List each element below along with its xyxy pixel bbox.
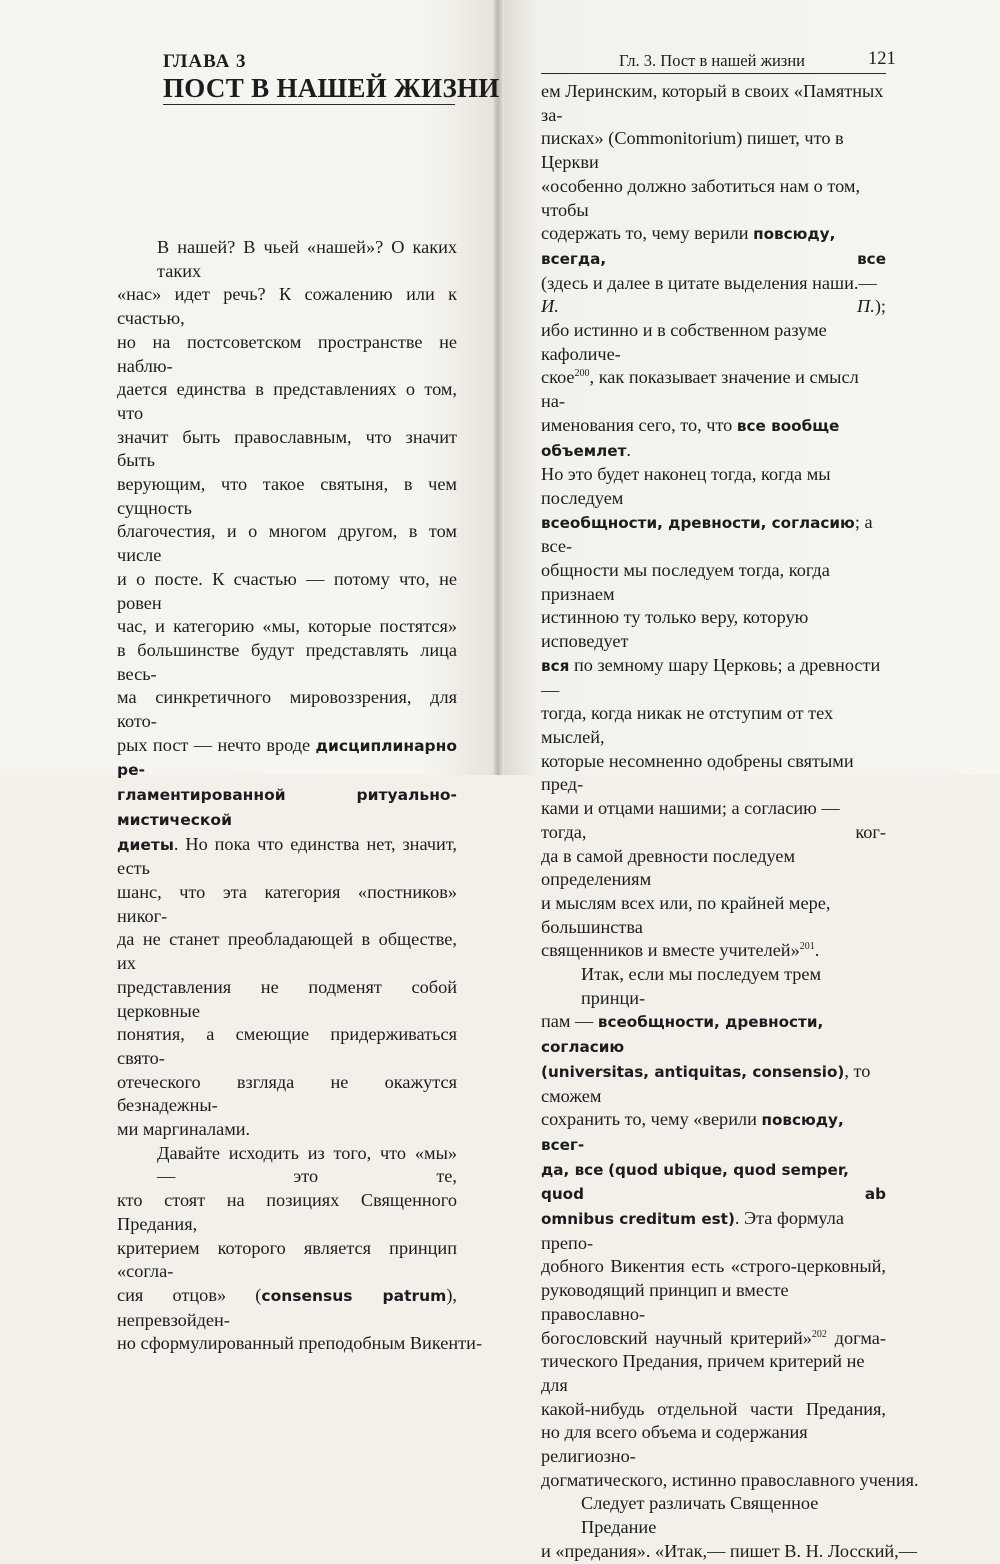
text-span: ми маргиналами. <box>117 1119 251 1140</box>
text-line <box>541 1540 917 1564</box>
text-line <box>541 127 886 174</box>
text-span: И. П. <box>541 296 875 317</box>
bold-text: omnibus creditum est) <box>541 1210 735 1229</box>
text-span: ); <box>874 296 886 317</box>
text-span: но для всего объема и содержания религиозно- <box>541 1422 808 1467</box>
left-body-text <box>117 236 483 1356</box>
text-line <box>541 463 886 510</box>
text-line <box>117 1284 457 1332</box>
text-line <box>117 1189 457 1236</box>
bold-text: вся <box>541 656 570 675</box>
text-span: ма синкретичного мировоззрения, для кото- <box>117 687 457 732</box>
text-line <box>541 606 886 653</box>
bold-text: (quod ubique, quod semper, quod ab <box>541 1160 886 1204</box>
text-line <box>117 426 457 473</box>
text-line <box>541 1158 886 1207</box>
text-line <box>541 319 886 366</box>
text-span: ками и отцами нашими; а согласию — тогда, ког- <box>541 798 886 842</box>
text-line <box>541 80 886 127</box>
text-line <box>541 750 886 797</box>
text-span: содержать то, чему верили <box>541 223 754 244</box>
text-line <box>117 473 457 520</box>
text-line <box>117 833 457 881</box>
chapter-label: ГЛАВА 3 <box>163 51 247 72</box>
text-span: Итак, если мы последуем трем принци- <box>581 964 822 1008</box>
text-line <box>541 1327 886 1351</box>
text-line <box>541 654 886 702</box>
text-span: отеческого взгляда не окажутся безнадежны- <box>117 1071 457 1116</box>
text-span: . Но пока что единства нет, значит, есть <box>117 833 457 879</box>
text-span: , то сможем <box>541 1060 871 1106</box>
text-line <box>541 222 886 271</box>
text-line <box>117 236 457 283</box>
text-span: Следует различать Священное Предание <box>581 1493 819 1538</box>
bold-text: consensus patrum <box>261 1286 447 1305</box>
text-line <box>541 511 886 559</box>
text-span: добного Викентия есть «строго-церковный, <box>541 1256 886 1277</box>
text-line <box>541 1398 886 1422</box>
text-span: В нашей? В чьей «нашей»? О каких таких <box>157 237 457 281</box>
text-span: , как показывает значение и смысл на- <box>541 367 859 412</box>
text-line <box>541 963 886 1010</box>
text-line <box>541 1279 886 1326</box>
text-line <box>117 734 457 783</box>
text-span: ем Леринским, который в своих «Памятных за- <box>541 81 884 125</box>
text-span: да не станет преобладающей в обществе, их <box>117 929 457 974</box>
bold-text: всеобщности, древности, согласию <box>541 1013 824 1057</box>
text-line <box>541 1469 919 1493</box>
chapter-title: ПОСТ В НАШЕЙ ЖИЗНИ <box>163 73 500 103</box>
text-span: ; а все- <box>541 511 873 557</box>
text-line <box>117 1071 457 1118</box>
text-span: истинною ту только веру, которую исповедует <box>541 607 809 652</box>
text-line <box>117 1118 457 1142</box>
running-head: Гл. 3. Пост в нашей жизни <box>619 51 805 70</box>
text-span: представления не подменят собой церковные <box>117 976 457 1021</box>
text-span: «нас» идет речь? К сожалению или к счастью, <box>117 284 457 329</box>
text-span: сохранить то, чему «верили <box>541 1109 762 1130</box>
text-line <box>541 702 886 749</box>
text-line <box>117 283 457 330</box>
text-span: рых пост — нечто вроде <box>117 734 316 755</box>
text-line <box>117 686 457 733</box>
text-span: Давайте исходить из того, что «мы» — это те, <box>157 1142 457 1187</box>
text-span: общности мы последуем тогда, когда признаем <box>541 560 830 604</box>
text-line <box>541 559 886 606</box>
text-span: кто стоят на позициях Священного Предания, <box>117 1190 457 1234</box>
text-span: пам — <box>541 1011 598 1032</box>
text-span: Но это будет наконец тогда, когда мы последуем <box>541 464 831 508</box>
text-line <box>541 366 886 413</box>
text-span: и мыслям всех или, по крайней мере, большинства <box>541 892 831 937</box>
text-span: именования сего, то, что <box>541 414 737 435</box>
text-span: критерием которого является принцип «согла- <box>117 1237 457 1282</box>
footnote-ref: 202 <box>811 1328 827 1340</box>
text-line <box>117 1332 483 1356</box>
text-line <box>541 939 886 963</box>
text-line <box>117 615 457 639</box>
text-span: шанс, что эта категория «постников» никог- <box>117 881 457 926</box>
text-line <box>117 378 457 425</box>
text-span: тического Предания, причем критерий не для <box>541 1351 865 1395</box>
header-rule <box>541 73 886 74</box>
text-span: какой-нибудь отдельной части Предания, <box>541 1398 886 1419</box>
text-line <box>117 976 457 1023</box>
text-line <box>541 892 886 939</box>
bold-text: дисциплинарно ре- <box>117 736 457 780</box>
text-span: благочестия, и о многом другом, в том числе <box>117 521 457 566</box>
text-span: и о посте. К счастью — потому что, не ровен <box>117 568 457 613</box>
text-line <box>117 1237 457 1284</box>
text-span: . Эта формула препо- <box>541 1208 844 1253</box>
text-span: верующим, что такое святыня, в чем сущность <box>117 474 457 518</box>
text-span: (здесь и далее в цитате выделения наши.— <box>541 272 877 293</box>
footnote-ref: 201 <box>799 941 815 953</box>
text-span: понятия, а смеющие придерживаться свято- <box>117 1024 457 1068</box>
text-line <box>117 783 457 832</box>
text-span: писках» (Commonitorium) пишет, что в Церкви <box>541 128 844 173</box>
text-span: сия отцов» ( <box>117 1284 262 1305</box>
text-span: по земному шару Церковь; а древности — <box>541 654 881 700</box>
text-span: богословский научный критерий» <box>541 1327 812 1348</box>
text-line <box>117 1142 457 1189</box>
text-span: . <box>814 940 820 961</box>
right-body-text <box>541 80 919 1564</box>
text-span: дается единства в представлениях о том, что <box>117 379 457 423</box>
bold-text: (universitas, antiquitas, consensio) <box>541 1062 845 1081</box>
bold-text: повсюду, всег- <box>541 1111 844 1154</box>
text-line <box>117 520 457 567</box>
text-span: но на постсоветском пространстве не наблю- <box>117 331 457 376</box>
book-gutter <box>492 0 504 775</box>
text-line <box>117 568 457 615</box>
text-span: тогда, когда никак не отступим от тех мыслей, <box>541 703 834 747</box>
text-span: ское <box>541 367 575 388</box>
text-span: . <box>626 439 631 460</box>
text-line <box>541 1492 886 1539</box>
text-span: но сформулированный преподобным Викенти- <box>117 1333 483 1354</box>
text-span: и «предания». «Итак,— пишет В. Н. Лосский,— <box>541 1540 917 1561</box>
text-line <box>117 639 457 686</box>
text-span: час, и категорию «мы, которые постятся» <box>117 616 457 637</box>
text-line <box>541 1421 886 1468</box>
text-line <box>117 928 457 975</box>
text-span: ибо истинно и в собственном разуме кафоличе- <box>541 320 827 364</box>
text-span: ), непревзойден- <box>117 1284 457 1330</box>
text-span: догма- <box>826 1327 886 1348</box>
text-span: да в самой древности последуем определениям <box>541 845 796 890</box>
text-line <box>117 331 457 378</box>
bold-text: гламентированной ритуально-мистической <box>117 786 457 829</box>
text-span: которые несомненно одобрены святыми пред- <box>541 750 854 795</box>
text-span: в большинстве будут представлять лица весь- <box>117 639 457 684</box>
text-line <box>541 175 886 222</box>
bold-text: всеобщности, древности, согласию <box>541 513 855 532</box>
text-line <box>541 1060 886 1108</box>
bold-text: да, все <box>541 1160 604 1179</box>
text-line <box>541 797 886 844</box>
text-line <box>541 1255 886 1279</box>
text-line <box>117 881 457 928</box>
text-span: значит быть православным, что значит быть <box>117 426 457 471</box>
text-line <box>541 272 886 319</box>
text-span: руководящий принцип и вместе православно- <box>541 1280 789 1324</box>
text-span: догматического, истинно православного учения. <box>541 1469 919 1490</box>
text-span: «особенно должно заботиться нам о том, чтобы <box>541 175 861 220</box>
text-line <box>541 1350 886 1397</box>
text-line <box>117 1023 457 1070</box>
text-line <box>541 845 886 892</box>
text-span: священников и вместе учителей» <box>541 940 800 961</box>
title-rule <box>163 104 455 105</box>
text-line <box>541 1108 886 1157</box>
text-line <box>541 1010 886 1059</box>
page-number: 121 <box>868 49 896 69</box>
text-line <box>541 414 886 463</box>
bold-text: повсюду, всегда, все <box>541 225 886 268</box>
bold-text: все вообще объемлет <box>541 416 840 460</box>
bold-text: диеты <box>117 835 174 854</box>
text-line <box>541 1207 886 1255</box>
footnote-ref: 200 <box>574 368 590 380</box>
